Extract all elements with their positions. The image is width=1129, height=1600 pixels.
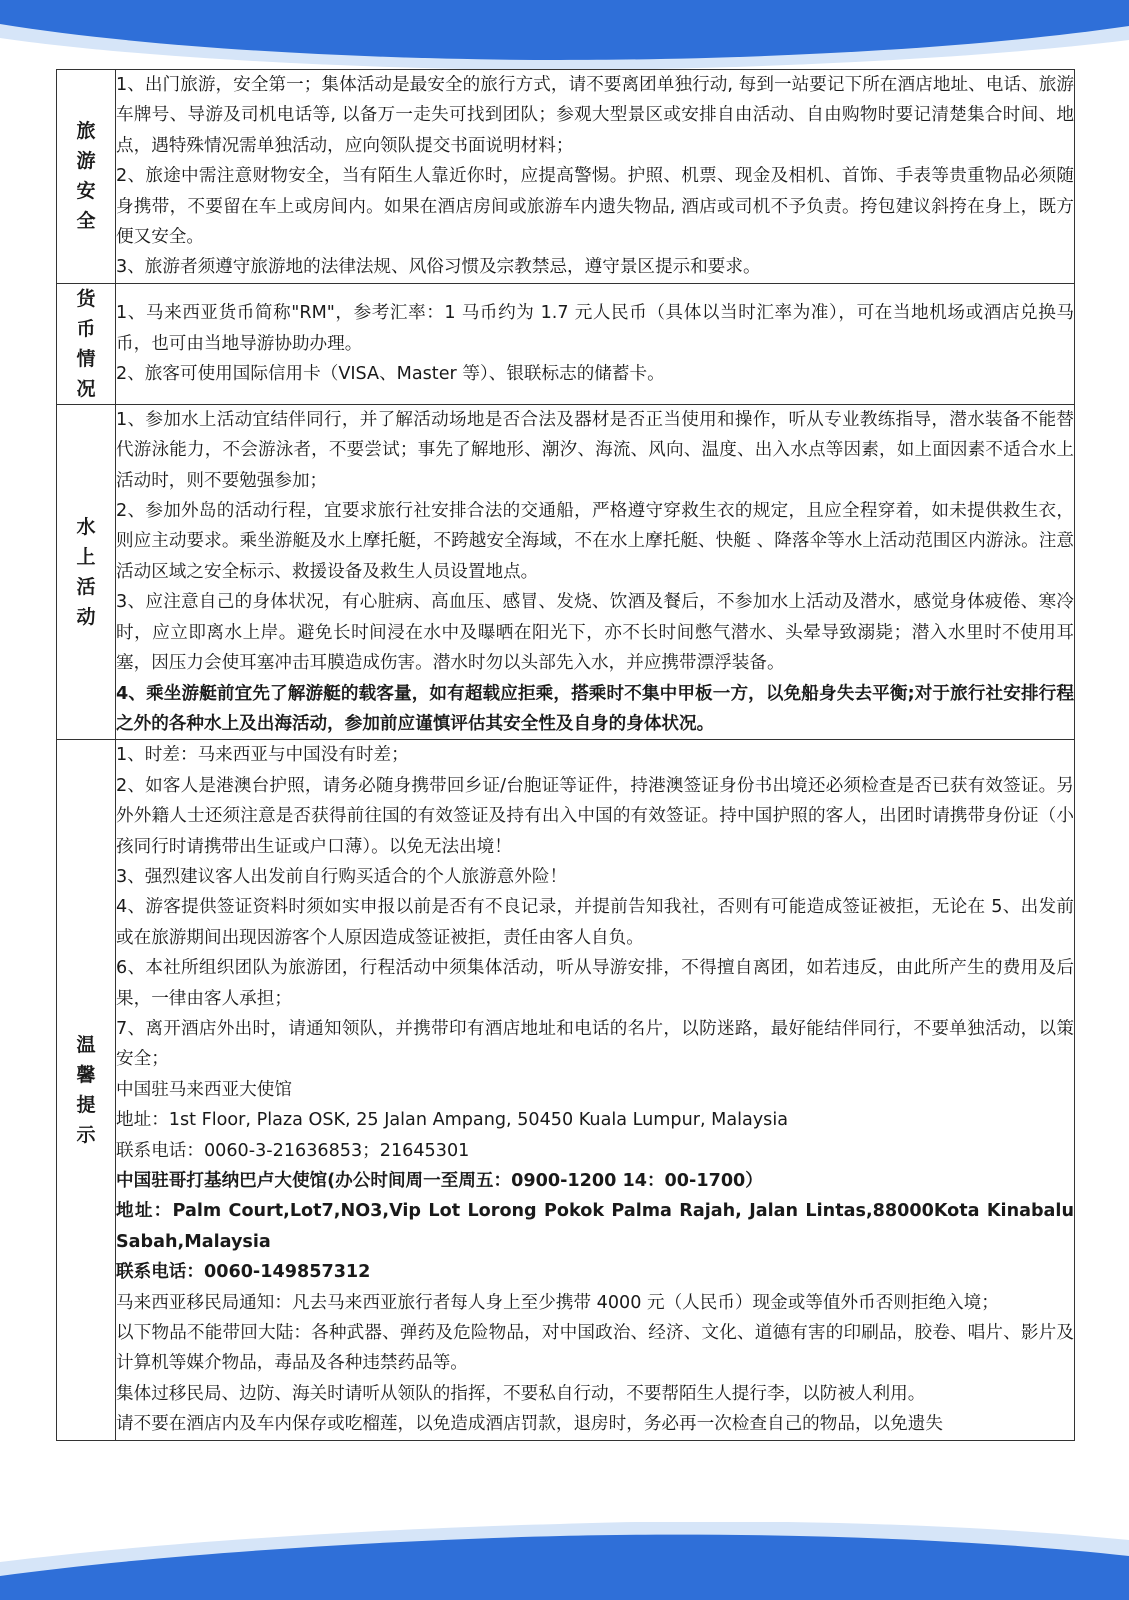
section-paragraph: 2、如客人是港澳台护照，请务必随身携带回乡证/台胞证等证件，持港澳签证身份书出境还必须检查是否已获有效签证。另外外籍人士还须注意是否获得前往国的有效签证及持有出入中国的有效签证。持中国护照的客人，出团时请携带身份证（小孩同行时请携带出生证或户口薄）。以免无法出境！ (116, 775, 1074, 857)
section-title-char: 全 (76, 210, 96, 233)
top-decorative-band (0, 0, 1129, 70)
section-content (116, 404, 1075, 739)
section-title-char: 活 (76, 576, 96, 599)
section-row (57, 404, 1075, 739)
section-paragraph: 1、出门旅游，安全第一；集体活动是最安全的旅行方式，请不要离团单独行动, 每到一站要记下所在酒店地址、电话、旅游车牌号、导游及司机电话等, 以备万一走失可找到团队；参观大型景区或安排自由活动、自由购物时要记清楚集合时间、地点，遇特殊情况需单独活动，应向领队提交书面说明材料； (116, 75, 1074, 156)
section-paragraph: 1、参加水上活动宜结伴同行，并了解活动场地是否合法及器材是否正当使用和操作，听从专业教练指导，潜水装备不能替代游泳能力，不会游泳者，不要尝试；事先了解地形、潮汐、海流、风向、温度、出入水点等因素，如上面因素不适合水上活动时，则不要勉强参加； (116, 409, 1074, 491)
section-title-char: 况 (76, 377, 96, 400)
section-content (116, 740, 1075, 1440)
section-paragraph: 4、乘坐游艇前宜先了解游艇的载客量，如有超载应拒乘，搭乘时不集中甲板一方，以免船身失去平衡;对于旅行社安排行程之外的各种水上及出海活动，参加前应谨慎评估其安全性及自身的身体状况。 (116, 683, 1074, 734)
bottom-decorative-band (0, 1522, 1129, 1600)
section-title-char: 旅 (76, 120, 96, 143)
section-title-char: 示 (76, 1123, 96, 1146)
section-paragraph: 马来西亚移民局通知：凡去马来西亚旅行者每人身上至少携带 4000 元（人民币）现金或等值外币否则拒绝入境； (116, 1292, 999, 1313)
section-paragraph: 2、旅客可使用国际信用卡（VISA、Master 等）、银联标志的储蓄卡。 (116, 364, 665, 385)
section-row (57, 740, 1075, 1440)
section-title-char: 货 (76, 287, 96, 310)
section-title-char: 游 (76, 150, 96, 173)
section-paragraph: 6、本社所组织团队为旅游团，行程活动中须集体活动，听从导游安排，不得擅自离团，如若违反，由此所产生的费用及后果，一律由客人承担； (116, 958, 1074, 1009)
section-paragraph: 7、离开酒店外出时，请通知领队，并携带印有酒店地址和电话的名片，以防迷路，最好能结伴同行，不要单独活动，以策安全； (116, 1018, 1074, 1070)
section-title-char: 提 (76, 1093, 96, 1116)
section-paragraph: 中国驻哥打基纳巴卢大使馆(办公时间周一至周五：0900-1200 14：00-1700） (116, 1171, 763, 1191)
section-paragraph: 3、应注意自己的身体状况，有心脏病、高血压、感冒、发烧、饮酒及餐后，不参加水上活动及潜水，感觉身体疲倦、寒冷时，应立即离水上岸。避免长时间浸在水中及曝晒在阳光下，亦不长时间憋气潜水、头晕导致溺毙；潜入水里时不使用耳塞，因压力会使耳塞冲击耳膜造成伤害。潜水时勿以头部先入水，并应携带漂浮装备。 (116, 592, 1074, 674)
section-title (57, 740, 116, 1440)
section-title (57, 404, 116, 739)
section-content (116, 283, 1075, 404)
section-paragraph: 联系电话：0060-149857312 (116, 1262, 371, 1283)
section-paragraph: 中国驻马来西亚大使馆 (116, 1079, 292, 1100)
section-title-char: 安 (76, 180, 96, 203)
section-paragraph: 请不要在酒店内及车内保存或吃榴莲，以免造成酒店罚款，退房时，务必再一次检查自己的物品，以免遗失 (116, 1414, 943, 1435)
section-title-char: 水 (76, 516, 96, 539)
section-title-text (57, 1030, 115, 1150)
section-title-char: 情 (76, 347, 96, 370)
section-title (57, 283, 116, 404)
section-title-char: 币 (76, 317, 96, 340)
section-paragraph: 1、马来西亚货币简称"RM"，参考汇率：1 马币约为 1.7 元人民币（具体以当时汇率为准），可在当地机场或酒店兑换马币，也可由当地导游协助办理。 (116, 303, 1074, 354)
section-title-text (57, 512, 115, 632)
section-paragraph: 以下物品不能带回大陆：各种武器、弹药及危险物品，对中国政治、经济、文化、道德有害的印刷品，胶卷、唱片、影片及计算机等媒介物品，毒品及各种违禁药品等。 (116, 1323, 1074, 1374)
section-paragraph: 1、时差：马来西亚与中国没有时差； (116, 745, 409, 766)
travel-notice-table (56, 69, 1075, 1441)
section-paragraph: 4、游客提供签证资料时须如实申报以前是否有不良记录，并提前告知我社，否则有可能造成签证被拒，无论在 5、出发前或在旅游期间出现因游客个人原因造成签证被拒，责任由客人自负。 (116, 897, 1074, 948)
section-title-char: 上 (76, 546, 96, 569)
section-paragraph: 2、参加外岛的活动行程，宜要求旅行社安排合法的交通船，严格遵守穿救生衣的规定，且应全程穿着，如未提供救生衣，则应主动要求。乘坐游艇及水上摩托艇，不跨越安全海域，不在水上摩托艇、快艇 、降落伞等水上活动范围区内游泳。注意活动区域之安全标示、救援设备及救生人员设置地点。 (116, 501, 1074, 582)
section-paragraph: 联系电话：0060-3-21636853；21645301 (116, 1140, 470, 1161)
section-title (57, 70, 116, 284)
section-title-char: 温 (76, 1033, 96, 1056)
section-title-text (57, 284, 115, 404)
section-row (57, 70, 1075, 284)
section-paragraph: 3、旅游者须遵守旅游地的法律法规、风俗习惯及宗教禁忌，遵守景区提示和要求。 (116, 257, 761, 278)
section-row (57, 283, 1075, 404)
section-paragraph: 3、强烈建议客人出发前自行购买适合的个人旅游意外险！ (116, 866, 568, 887)
section-title-char: 动 (76, 606, 96, 629)
section-title-text (57, 116, 115, 236)
section-paragraph: 地址：1st Floor, Plaza OSK, 25 Jalan Ampang, 50450 Kuala Lumpur, Malaysia (116, 1110, 789, 1131)
section-paragraph: 集体过移民局、边防、海关时请听从领队的指挥，不要私自行动，不要帮陌生人提行李，以防被人利用。 (116, 1383, 926, 1404)
section-content (116, 70, 1075, 284)
section-paragraph: 2、旅途中需注意财物安全，当有陌生人靠近你时，应提高警惕。护照、机票、现金及相机、首饰、手表等贵重物品必须随身携带，不要留在车上或房间内。如果在酒店房间或旅游车内遗失物品, 酒店或司机不予负责。挎包建议斜挎在身上，既方便又安全。 (116, 166, 1074, 248)
section-title-char: 馨 (76, 1063, 96, 1086)
section-paragraph: 地址：Palm Court,Lot7,NO3,Vip Lot Lorong Pokok Palma Rajah, Jalan Lintas,88000Kota Kinabalu Sabah,Malaysia (116, 1201, 1074, 1252)
